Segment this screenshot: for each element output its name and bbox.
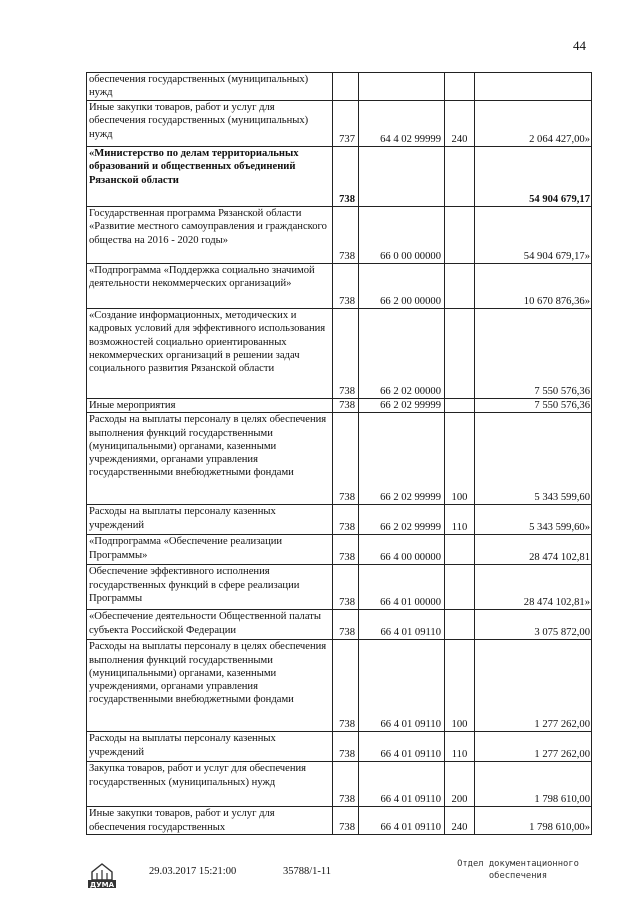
department-stamp [448,858,588,882]
row-amount: 5 343 599,60» [475,505,592,535]
row-gr-code: 738 [333,207,359,264]
row-cs-code: 66 4 00 00000 [359,535,445,565]
footer-doc-number: 35788/1-11 [283,866,332,877]
row-vr-code: 240 [445,807,475,835]
row-cs-code: 66 4 01 00000 [359,565,445,610]
row-name: Иные закупки товаров, работ и услуг для обеспечения государственных (муниципальных) нужд [87,101,333,147]
row-name: Расходы на выплаты персоналу в целях обеспечения выполнения функций государственными (муниципальными) органами, казенными учреждениями, органами управления государственными внебюджетными фондами [87,640,333,732]
row-amount: 10 670 876,36» [475,264,592,309]
table-row [87,207,592,264]
row-name: Расходы на выплаты персоналу казенных учреждений [87,732,333,762]
row-gr-code: 738 [333,807,359,835]
table-row [87,807,592,835]
row-amount: 3 075 872,00 [475,610,592,640]
row-gr-code: 738 [333,732,359,762]
row-cs-code: 66 4 01 09110 [359,732,445,762]
row-cs-code: 66 0 00 00000 [359,207,445,264]
row-gr-code: 738 [333,505,359,535]
row-cs-code: 66 2 02 99999 [359,413,445,505]
row-vr-code [445,610,475,640]
row-amount: 7 550 576,36 [475,399,592,413]
row-name: Закупка товаров, работ и услуг для обеспечения государственных (муниципальных) нужд [87,762,333,807]
table-row [87,147,592,207]
row-vr-code: 240 [445,101,475,147]
row-gr-code: 738 [333,565,359,610]
row-gr-code: 738 [333,762,359,807]
row-gr-code: 738 [333,309,359,399]
table-row [87,101,592,147]
row-amount: 1 277 262,00 [475,640,592,732]
row-amount: 1 277 262,00 [475,732,592,762]
row-cs-code: 66 4 01 09110 [359,610,445,640]
row-name: «Подпрограмма «Обеспечение реализации Программы» [87,535,333,565]
row-vr-code: 200 [445,762,475,807]
row-name: обеспечения государственных (муниципальных) нужд [87,73,333,101]
row-vr-code: 110 [445,732,475,762]
row-vr-code [445,73,475,101]
row-amount: 28 474 102,81 [475,535,592,565]
row-gr-code: 738 [333,640,359,732]
row-vr-code [445,264,475,309]
row-name: «Министерство по делам территориальных образований и общественных объединений Рязанской области [87,147,333,207]
row-gr-code [333,73,359,101]
row-gr-code: 738 [333,535,359,565]
row-name: «Обеспечение деятельности Общественной палаты субъекта Российской Федерации [87,610,333,640]
table-body [87,73,592,835]
table-row [87,535,592,565]
row-name: Обеспечение эффективного исполнения государственных функций в сфере реализации Программы [87,565,333,610]
table-row [87,309,592,399]
footer-datetime: 29.03.2017 15:21:00 [149,866,237,877]
row-amount: 54 904 679,17 [475,147,592,207]
row-name: Расходы на выплаты персоналу казенных учреждений [87,505,333,535]
row-amount [475,73,592,101]
row-vr-code [445,207,475,264]
row-gr-code: 738 [333,413,359,505]
stamp-line-2: обеспечения [488,871,548,881]
row-name: Государственная программа Рязанской области «Развитие местного самоуправления и гражданского общества на 2016 - 2020 годы» [87,207,333,264]
duma-logo-icon [84,858,120,890]
row-gr-code: 738 [333,610,359,640]
row-name: «Подпрограмма «Поддержка социально значимой деятельности некоммерческих организаций» [87,264,333,309]
table-row [87,732,592,762]
row-amount: 54 904 679,17» [475,207,592,264]
row-vr-code: 100 [445,413,475,505]
row-cs-code: 66 2 02 99999 [359,505,445,535]
row-cs-code [359,73,445,101]
stamp-line-1: Отдел документационного [457,859,579,869]
row-vr-code [445,309,475,399]
row-vr-code [445,399,475,413]
row-cs-code: 66 2 02 00000 [359,309,445,399]
row-gr-code: 738 [333,264,359,309]
row-amount: 1 798 610,00» [475,807,592,835]
table-row [87,399,592,413]
row-vr-code [445,147,475,207]
table-row [87,264,592,309]
row-name: «Создание информационных, методических и кадровых условий для эффективного использования возможностей социально ориентированных некоммерческих организаций в решении задач социального развития Рязанской области [87,309,333,399]
table-row [87,762,592,807]
row-amount: 1 798 610,00 [475,762,592,807]
table-row [87,610,592,640]
row-vr-code: 110 [445,505,475,535]
budget-table [86,72,592,835]
row-amount: 7 550 576,36 [475,309,592,399]
row-cs-code: 66 4 01 09110 [359,762,445,807]
row-cs-code: 66 4 01 09110 [359,807,445,835]
row-amount: 2 064 427,00» [475,101,592,147]
row-cs-code [359,147,445,207]
row-vr-code [445,535,475,565]
row-name: Иные закупки товаров, работ и услуг для обеспечения государственных [87,807,333,835]
row-gr-code: 737 [333,101,359,147]
row-cs-code: 64 4 02 99999 [359,101,445,147]
row-amount: 28 474 102,81» [475,565,592,610]
row-gr-code: 738 [333,147,359,207]
row-amount: 5 343 599,60 [475,413,592,505]
page-number: 44 [573,38,586,53]
row-vr-code: 100 [445,640,475,732]
row-name: Иные мероприятия [87,399,333,413]
table-row [87,505,592,535]
row-name: Расходы на выплаты персоналу в целях обеспечения выполнения функций государственными (муниципальными) органами, казенными учреждениями, органами управления государственными внебюджетными фондами [87,413,333,505]
row-cs-code: 66 2 02 99999 [359,399,445,413]
row-cs-code: 66 2 00 00000 [359,264,445,309]
row-gr-code: 738 [333,399,359,413]
table-row [87,73,592,101]
table-row [87,413,592,505]
logo-text: ДУМА [89,881,115,889]
table-row [87,640,592,732]
row-cs-code: 66 4 01 09110 [359,640,445,732]
row-vr-code [445,565,475,610]
table-row [87,565,592,610]
